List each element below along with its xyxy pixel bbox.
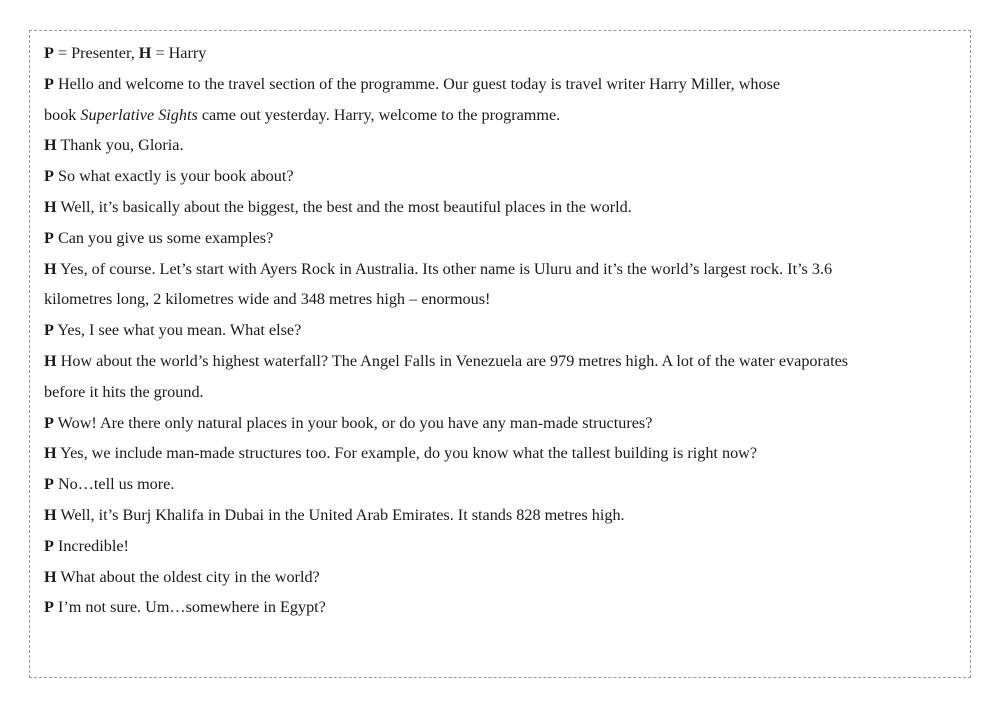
line-text: I’m not sure. Um…somewhere in Egypt?	[53, 598, 326, 617]
speaker-label: H	[44, 567, 57, 586]
dialogue-line	[44, 315, 944, 346]
line-text: kilometres long, 2 kilometres wide and 348 metres high – enormous!	[44, 290, 491, 309]
book-title: Superlative Sights	[80, 105, 198, 124]
dialogue-line	[44, 192, 944, 223]
line-text: Yes, we include man-made structures too. For example, do you know what the tallest building is right now?	[56, 444, 758, 463]
dialogue-line	[44, 69, 944, 100]
line-text: What about the oldest city in the world?	[56, 567, 320, 586]
speaker-label: H	[44, 444, 57, 463]
line-text: Thank you, Gloria.	[56, 136, 184, 155]
speaker-label: P	[44, 228, 54, 247]
dialogue-line	[44, 346, 944, 377]
dialogue-line	[44, 500, 944, 531]
speaker-label: H	[44, 136, 57, 155]
speaker-label: P	[44, 74, 54, 93]
dialogue-line	[44, 592, 944, 623]
line-text: Incredible!	[53, 536, 129, 555]
speaker-label: P	[44, 475, 54, 494]
line-text: Can you give us some examples?	[53, 228, 274, 247]
dialogue-line	[44, 130, 944, 161]
speaker-label: H	[44, 259, 57, 278]
presenter-key-text: = Presenter,	[53, 44, 139, 62]
dialogue-line	[44, 408, 944, 439]
line-text: came out yesterday. Harry, welcome to the programme.	[197, 105, 561, 124]
dialogue-line	[44, 377, 944, 408]
line-text: Yes, I see what you mean. What else?	[53, 321, 302, 340]
line-text: How about the world’s highest waterfall? The Angel Falls in Venezuela are 979 metres high. A lot of the water evaporates	[56, 351, 849, 370]
dialogue-line	[44, 531, 944, 562]
dialogue-line	[44, 254, 944, 285]
dialogue-line	[44, 284, 944, 315]
dialogue-line	[44, 562, 944, 593]
line-text: Well, it’s Burj Khalifa in Dubai in the United Arab Emirates. It stands 828 metres high.	[56, 505, 625, 524]
dialogue-line	[44, 100, 944, 131]
speaker-label: H	[44, 351, 57, 370]
line-text: Wow! Are there only natural places in your book, or do you have any man-made structures?	[53, 413, 653, 432]
transcript	[44, 38, 944, 623]
speaker-label: P	[44, 598, 54, 617]
line-text: book	[44, 105, 81, 124]
dialogue-line	[44, 223, 944, 254]
line-text: So what exactly is your book about?	[53, 167, 294, 186]
line-text: Well, it’s basically about the biggest, the best and the most beautiful places in the world.	[56, 197, 632, 216]
line-text: No…tell us more.	[53, 475, 175, 494]
speaker-label: P	[44, 536, 54, 555]
dialogue-line	[44, 469, 944, 500]
harry-key-text: = Harry	[151, 44, 207, 62]
speaker-label: P	[44, 413, 54, 432]
dialogue-line	[44, 161, 944, 192]
speaker-label: H	[44, 197, 57, 216]
presenter-key-letter: P	[44, 44, 54, 62]
dialogue-line	[44, 438, 944, 469]
speaker-label: P	[44, 167, 54, 186]
line-text: Yes, of course. Let’s start with Ayers Rock in Australia. Its other name is Uluru and it’s the world’s largest rock. It’s 3.6	[56, 259, 833, 278]
speaker-label: H	[44, 505, 57, 524]
speaker-label: P	[44, 321, 54, 340]
harry-key-letter: H	[138, 44, 152, 62]
line-text: Hello and welcome to the travel section of the programme. Our guest today is travel writer Harry Miller, whose	[53, 74, 781, 93]
line-text: before it hits the ground.	[44, 382, 204, 401]
speaker-key	[44, 38, 944, 69]
